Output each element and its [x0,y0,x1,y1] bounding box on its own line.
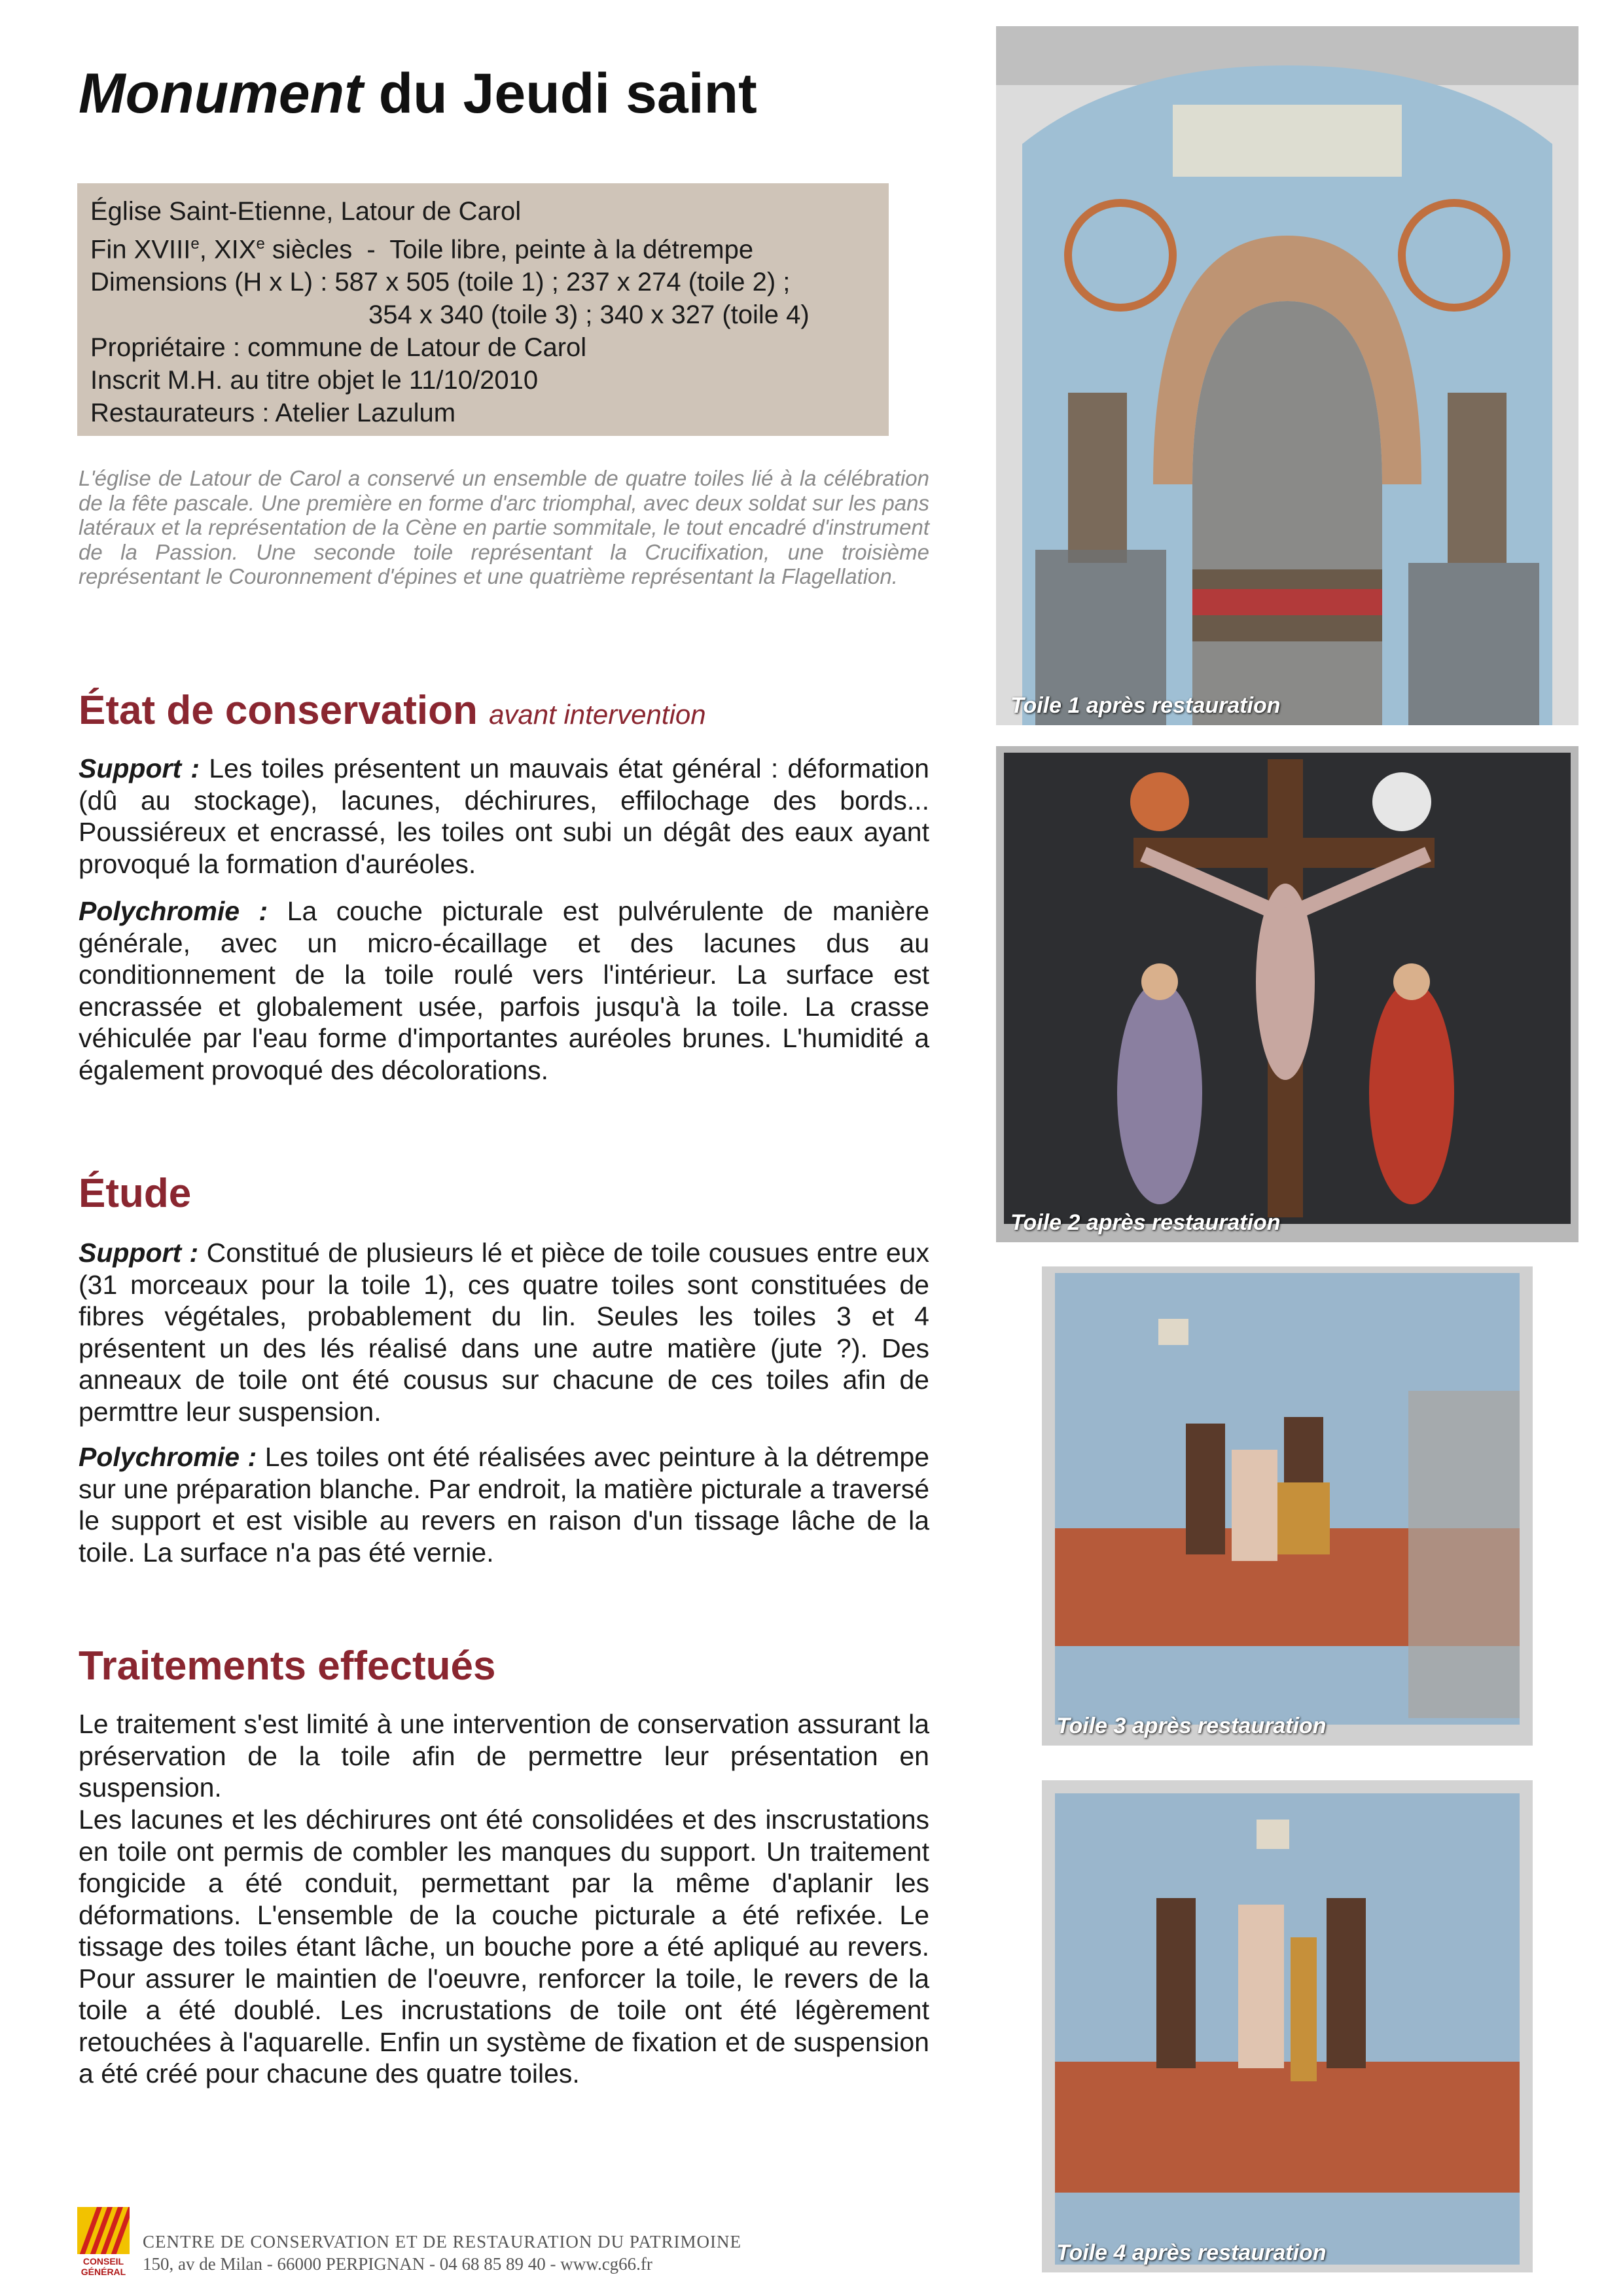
info-dimensions-1: Dimensions (H x L) : 587 x 505 (toile 1) ; 237 x 274 (toile 2) ; [90,268,791,297]
toile-1-image [996,26,1578,725]
info-period-a: Fin XVIII [90,235,191,264]
caption-toile-4: Toile 4 après restauration [1056,2240,1327,2265]
toile-2-image [996,746,1578,1242]
caption-toile-3: Toile 3 après restauration [1056,1713,1327,1738]
etat-support-text: Les toiles présentent un mauvais état général : déformation (dû au stockage), lacunes, déchirures, effilochage des bords... Poussiéreux et encrassé, les toiles ont subi un dégât des eaux ayant provoqué la formation d'auréoles. [79,753,929,879]
footer-line-2: 150, av de Milan - 66000 PERPIGNAN - 04 68 85 89 40 - www.cg66.fr [143,2254,652,2274]
photo-toile-1 [996,26,1578,725]
heading-etat-sub: avant intervention [489,699,706,730]
intro-text: L'église de Latour de Carol a conservé un ensemble de quatre toiles lié à la célébration de la fête pascale. Une première en forme d'arc triomphal, avec deux soldat sur les pans latéraux et la représentation de la Cène en partie sommitale, le tout encadré d'instrument de la Passion. Une seconde toile représentant la Crucifixation, une troisième représentant le Couronnement d'épines et une quatrième représentant la Flagellation. [79,466,929,588]
footer-line-1: CENTRE DE CONSERVATION ET DE RESTAURATION DU PATRIMOINE [143,2232,741,2251]
caption-toile-1: Toile 1 après restauration [1010,693,1281,718]
info-period-b: , XIX [199,235,257,264]
toile-4-image [1042,1780,1533,2272]
title-italic: Monument [79,62,363,125]
etat-poly-label: Polychromie : [79,896,268,926]
info-box [77,183,889,436]
etat-poly-text: La couche picturale est pulvérulente de manière générale, avec un micro-écaillage et des lacunes dus au conditionnement de la toile roulé vers l'intérieur. La surface est encrassée et globalement usée, parfois jusqu'à la toile. La crasse véhiculée par l'eau forme d'importantes auréoles brunes. L'humidité a également provoqué des décolorations. [79,896,930,1085]
traitements-p1: Le traitement s'est limité à une intervention de conservation assurant la préservation de la toile afin de permettre leur présentation en suspension. [79,1709,929,1803]
photo-toile-3 [1042,1266,1533,1746]
info-period [90,228,876,266]
heading-traitements: Traitements effectués [79,1643,496,1689]
etat-poly-paragraph [79,895,929,1086]
etat-support-paragraph [79,753,929,880]
info-listed: Inscrit M.H. au titre objet le 11/10/2010 [90,366,539,395]
info-sup-2: e [256,235,265,253]
catalan-flag-icon [77,2207,130,2278]
etude-support-paragraph [79,1237,929,1427]
etude-poly-text: Les toiles ont été réalisées avec peinture à la détrempe sur une préparation blanche. Par endroit, la matière picturale a traversé le support et est visible au revers en raison d'un tissage lâche de la toile. La surface n'a pas été vernie. [79,1442,929,1568]
info-owner: Propriétaire : commune de Latour de Carol [90,333,587,363]
traitements-p2: Les lacunes et les déchirures ont été consolidées et des inscrustations en toile ont permis de combler les manques du support. Un traitement fongicide a été conduit, permettant par la même d'aplanir les déformations. L'ensemble de la couche picturale a été refixée. Le tissage des toiles étant lâche, un bouche pore a été apliqué au revers. Pour assurer le maintien de l'oeuvre, renforcer la toile, le revers de la toile a été doublé. Les incrustations de toile ont été légèrement retouchées à l'aquarelle. Enfin un système de fixation et de suspension a été créé pour chacune des quatre toiles. [79,1804,929,2089]
info-period-c: siècles - Toile libre, peinte à la détrempe [264,235,754,264]
footer-address [143,2231,741,2275]
heading-etat-main: État de conservation [79,688,478,733]
logo-text-2: GÉNÉRAL [80,2267,126,2277]
page-title [79,63,757,125]
toile-3-image [1042,1266,1533,1746]
etude-poly-paragraph [79,1441,929,1568]
etude-support-label: Support : [79,1238,199,1268]
etude-support-text: Constitué de plusieurs lé et pièce de toile cousues entre eux (31 morceaux pour la toile 1), ces quatre toiles sont constituées de fibres végétales, probablement du lin. Seules les toiles 3 et 4 présentent un des lés réalisé dans une autre matière (jute ?). Des anneaux de toile ont été cousus sur chacune de ces toiles afin de permttre leur suspension. [79,1238,929,1427]
info-church: Église Saint-Etienne, Latour de Carol [90,197,522,226]
info-dimensions-2: 354 x 340 (toile 3) ; 340 x 327 (toile 4) [368,300,810,330]
conseil-general-logo [77,2207,130,2278]
photo-toile-2 [996,746,1578,1242]
etude-poly-label: Polychromie : [79,1442,257,1472]
heading-etude: Étude [79,1171,192,1216]
etat-support-label: Support : [79,753,200,783]
photo-toile-4 [1042,1780,1533,2272]
heading-etat [79,689,706,733]
logo-text-1: CONSEIL [82,2256,124,2267]
title-rest: du Jeudi saint [363,62,757,125]
caption-toile-2: Toile 2 après restauration [1010,1210,1281,1235]
info-sup-1: e [190,235,200,253]
info-restorers: Restaurateurs : Atelier Lazulum [90,399,456,428]
